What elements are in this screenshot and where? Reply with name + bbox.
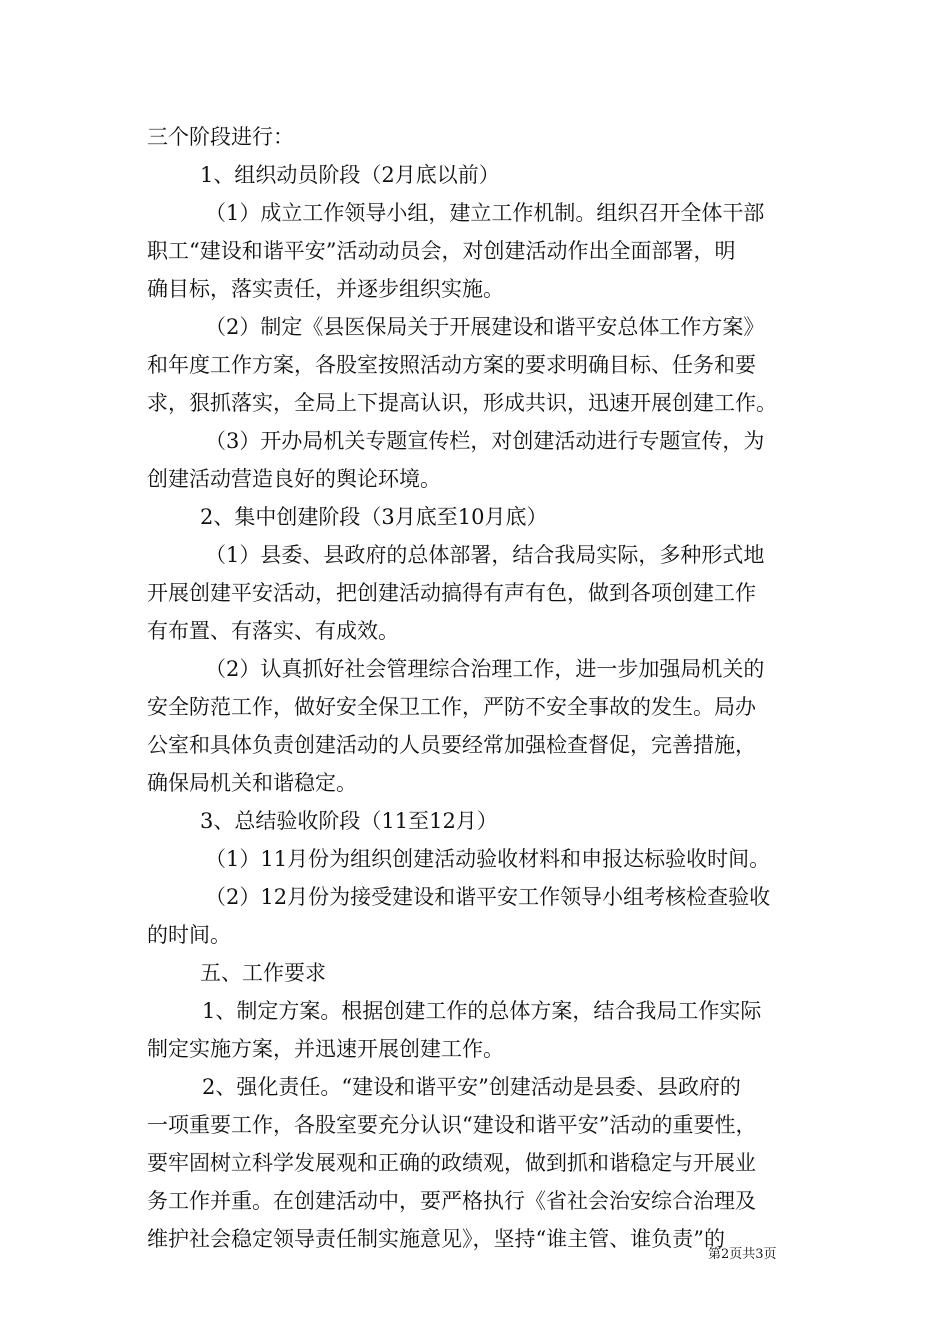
section-heading: 五、工作要求 <box>200 961 326 985</box>
text-line: 确保局机关和谐稳定。 <box>147 771 357 795</box>
section-heading: 3、总结验收阶段（11至12月） <box>200 809 498 833</box>
text-line: 一项重要工作，各股室要充分认识“建设和谐平安”活动的重要性， <box>147 1113 757 1137</box>
text-line: 和年度工作方案，各股室按照活动方案的要求明确目标、任务和要 <box>147 353 756 377</box>
section-heading: 2、集中创建阶段（3月底至10月底） <box>200 505 548 529</box>
text-line: 有布置、有落实、有成效。 <box>147 619 399 643</box>
text-line: 求，狠抓落实，全局上下提高认识，形成共识，迅速开展创建工作。 <box>147 391 777 415</box>
text-line: 维护社会稳定领导责任制实施意见》，坚持“谁主管、谁负责”的 <box>147 1227 725 1251</box>
text-line: 要牢固树立科学发展观和正确的政绩观，做到抓和谐稳定与开展业 <box>147 1151 756 1175</box>
text-line: 三个阶段进行： <box>147 125 294 149</box>
text-line: 公室和具体负责创建活动的人员要经常加强检查督促，完善措施， <box>147 733 756 757</box>
page-number: 第2页共3页 <box>708 1247 777 1262</box>
text-line: 职工“建设和谐平安”活动动员会，对创建活动作出全面部署，明 <box>147 239 736 263</box>
text-line: 2、强化责任。“建设和谐平安”创建活动是县委、县政府的 <box>202 1075 741 1099</box>
section-heading: 1、组织动员阶段（2月底以前） <box>200 163 500 187</box>
text-line: （1）成立工作领导小组，建立工作机制。组织召开全体干部 <box>205 201 765 225</box>
text-line: （3）开办局机关专题宣传栏，对创建活动进行专题宣传，为 <box>205 429 765 453</box>
text-line: 开展创建平安活动，把创建活动搞得有声有色，做到各项创建工作 <box>147 581 756 605</box>
text-line: 1、制定方案。根据创建工作的总体方案，结合我局工作实际 <box>202 999 762 1023</box>
text-line: 创建活动营造良好的舆论环境。 <box>147 467 441 491</box>
text-line: 务工作并重。在创建活动中，要严格执行《省社会治安综合治理及 <box>147 1189 756 1213</box>
text-line: （1）11月份为组织创建活动验收材料和申报达标验收时间。 <box>205 847 771 871</box>
text-line: （2）认真抓好社会管理综合治理工作，进一步加强局机关的 <box>205 657 765 681</box>
text-line: （2）12月份为接受建设和谐平安工作领导小组考核检查验收 <box>205 885 771 909</box>
text-line: 制定实施方案，并迅速开展创建工作。 <box>147 1037 504 1061</box>
text-line: （2）制定《县医保局关于开展建设和谐平安总体工作方案》 <box>205 315 765 339</box>
text-line: （1）县委、县政府的总体部署，结合我局实际，多种形式地 <box>205 543 765 567</box>
text-line: 确目标，落实责任，并逐步组织实施。 <box>147 277 504 301</box>
text-line: 安全防范工作，做好安全保卫工作，严防不安全事故的发生。局办 <box>147 695 756 719</box>
text-line: 的时间。 <box>147 923 231 947</box>
